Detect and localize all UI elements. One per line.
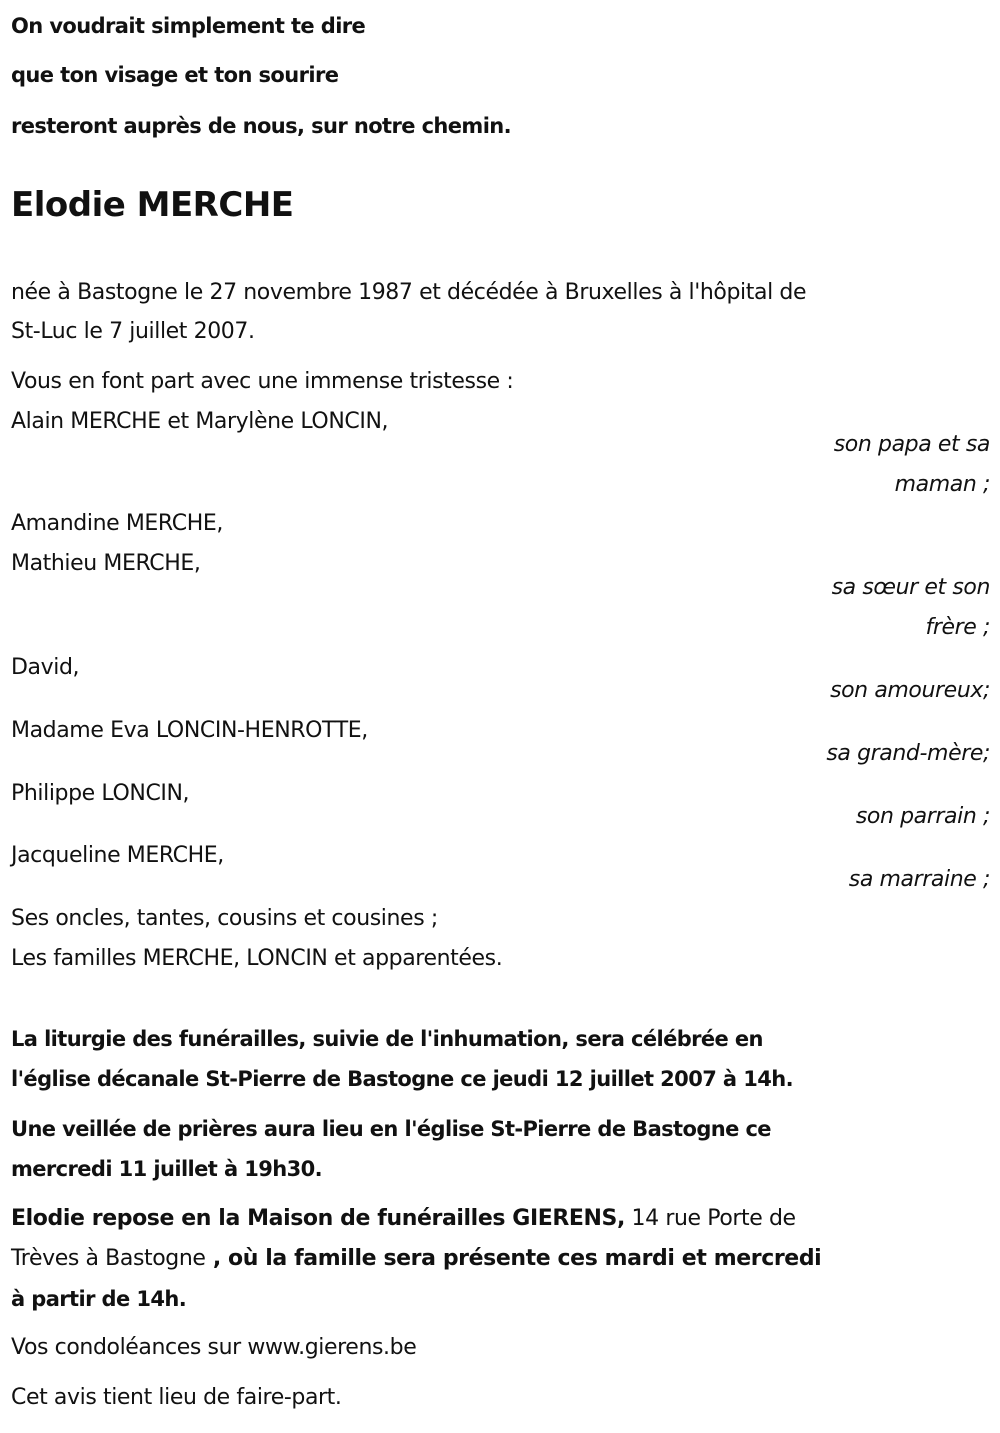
family-name: Amandine MERCHE, — [11, 511, 223, 536]
rest-line — [11, 1239, 821, 1279]
poem-line: On voudrait simplement te dire — [11, 14, 366, 38]
family-name: Philippe LONCIN, — [11, 781, 190, 806]
family-relation: sa grand-mère; — [826, 741, 990, 766]
others-line: Ses oncles, tantes, cousins et cousines ; — [11, 906, 438, 931]
notice-text: Cet avis tient lieu de faire-part. — [11, 1385, 342, 1410]
poem-line: que ton visage et ton sourire — [11, 63, 339, 87]
rest-bold: Elodie repose en la Maison de funérailles GIERENS, — [11, 1206, 625, 1231]
family-relation: frère ; — [925, 615, 990, 640]
liturgy-line: l'église décanale St-Pierre de Bastogne ce jeudi 12 juillet 2007 à 14h. — [11, 1067, 793, 1091]
vigil-line: mercredi 11 juillet à 19h30. — [11, 1157, 322, 1181]
poem-line: resteront auprès de nous, sur notre chemin. — [11, 114, 512, 138]
condolences-text: Vos condoléances sur www.gierens.be — [11, 1335, 417, 1360]
rest-address: 14 rue Porte de — [624, 1206, 796, 1231]
birth-death-line: St-Luc le 7 juillet 2007. — [11, 319, 255, 344]
rest-line: à partir de 14h. — [11, 1287, 187, 1311]
liturgy-line: La liturgie des funérailles, suivie de l'inhumation, sera célébrée en — [11, 1027, 763, 1051]
family-relation: son amoureux; — [830, 678, 990, 703]
rest-line — [11, 1199, 796, 1239]
vigil-line: Une veillée de prières aura lieu en l'église St-Pierre de Bastogne ce — [11, 1117, 771, 1141]
deceased-name: Elodie MERCHE — [11, 185, 294, 225]
intro-text: Vous en font part avec une immense tristesse : — [11, 369, 514, 394]
rest-bold: , où la famille sera présente ces mardi et mercredi — [205, 1246, 822, 1271]
family-relation: son papa et sa — [833, 432, 990, 457]
family-relation: son parrain ; — [855, 804, 990, 829]
rest-address: Trèves à Bastogne — [11, 1246, 206, 1271]
family-relation: sa sœur et son — [831, 575, 990, 600]
family-name: Madame Eva LONCIN-HENROTTE, — [11, 718, 368, 743]
family-relation: sa marraine ; — [848, 867, 990, 892]
birth-death-line: née à Bastogne le 27 novembre 1987 et décédée à Bruxelles à l'hôpital de — [11, 280, 807, 305]
others-line: Les familles MERCHE, LONCIN et apparentées. — [11, 946, 503, 971]
family-name: Alain MERCHE et Marylène LONCIN, — [11, 409, 389, 434]
family-relation: maman ; — [894, 472, 990, 497]
family-name: David, — [11, 655, 80, 680]
family-name: Jacqueline MERCHE, — [11, 843, 224, 868]
family-name: Mathieu MERCHE, — [11, 551, 201, 576]
